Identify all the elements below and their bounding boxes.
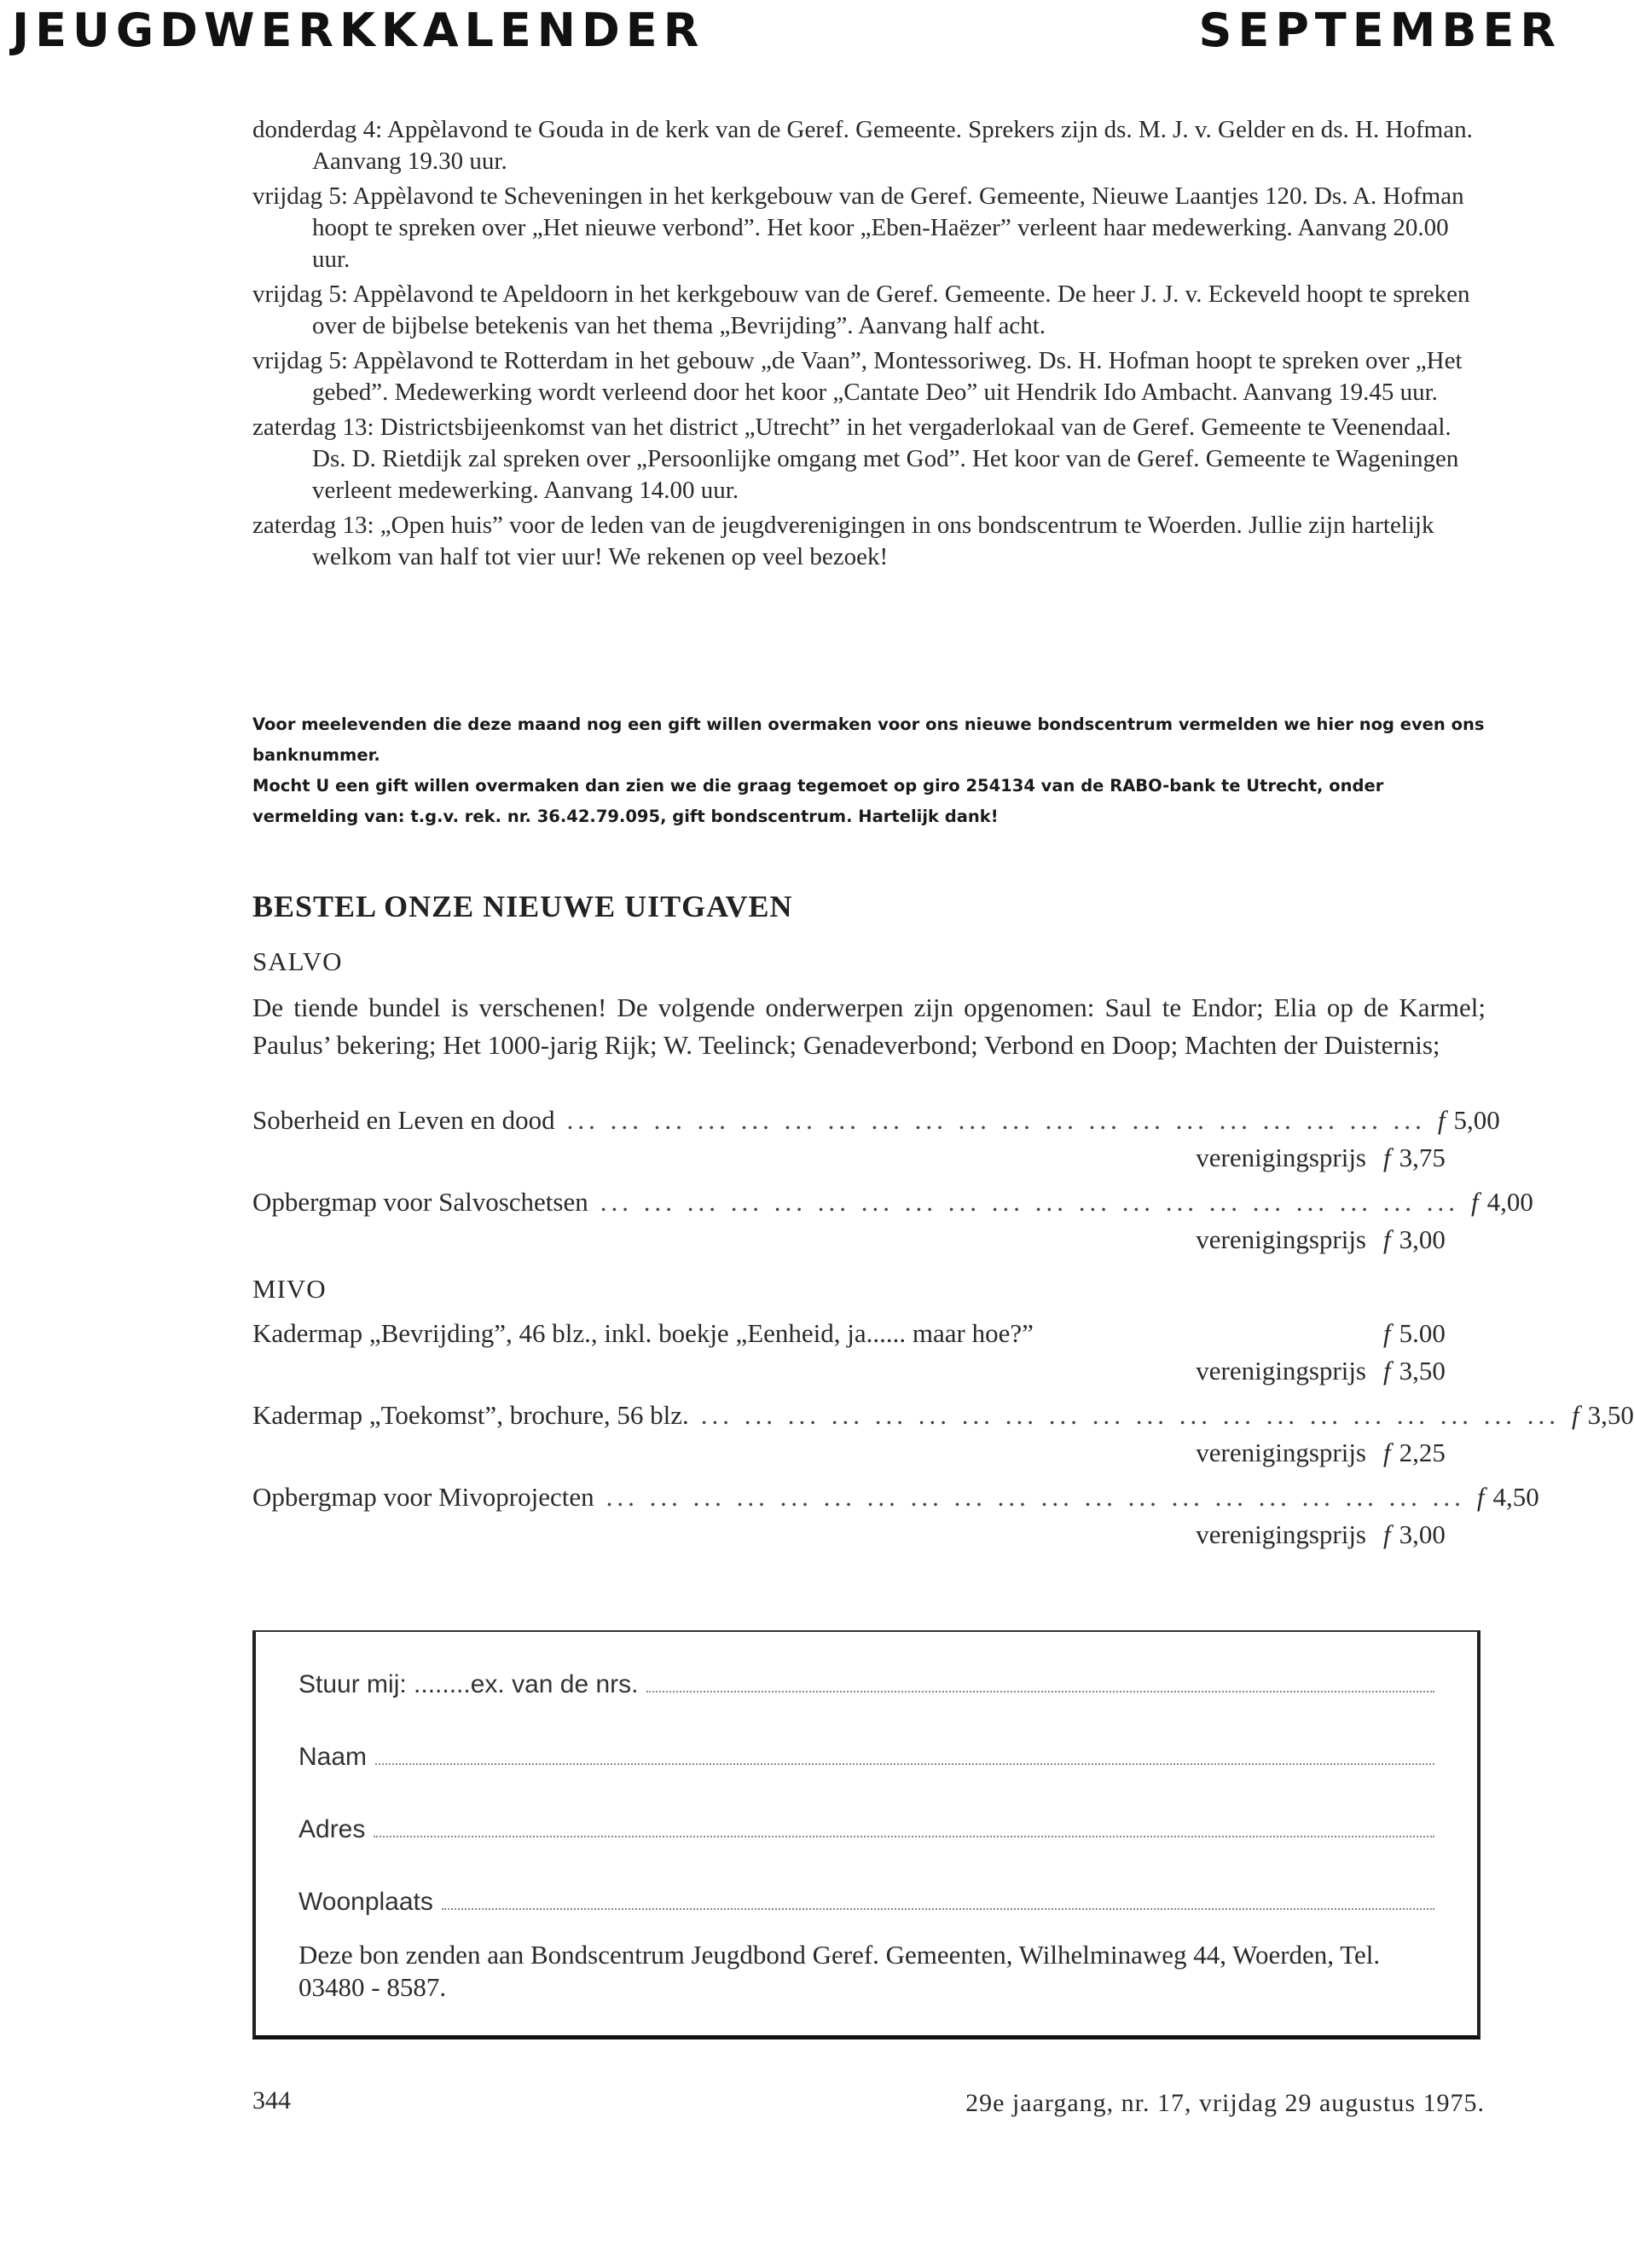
currency-symbol: f: [1383, 1224, 1391, 1254]
leader-dots: ... ... ... ... ... ... ... ... ... ... ... ... ... ... ... ... ... ... ... ...: [606, 1482, 1465, 1512]
price-value: 3,50: [1587, 1400, 1634, 1430]
name-field[interactable]: [298, 1743, 1434, 1772]
product-title: Soberheid en Leven en dood: [252, 1105, 555, 1135]
mivo-label: MIVO: [252, 1274, 327, 1304]
order-form: [252, 1630, 1480, 2039]
send-to-address: Deze bon zenden aan Bondscentrum Jeugdbond Geref. Gemeenten, Wilhelminaweg 44, Woerden, Tel. 03480 - 8587.: [298, 1940, 1381, 2002]
leader-dots: ... ... ... ... ... ... ... ... ... ... ... ... ... ... ... ... ... ... ... ...: [600, 1187, 1459, 1217]
currency-symbol: f: [1383, 1356, 1391, 1386]
currency-symbol: f: [1383, 1143, 1391, 1172]
product-item: [252, 1400, 1634, 1475]
product-price: [1471, 1187, 1533, 1218]
currency-symbol: f: [1437, 1105, 1446, 1135]
event-day: zaterdag 13:: [252, 414, 374, 441]
price-value: 3,75: [1399, 1143, 1446, 1172]
event-item: [252, 412, 1486, 506]
member-price-label: verenigingsprijs: [1196, 1519, 1366, 1549]
field-line: [646, 1690, 1434, 1692]
leader-dots: ... ... ... ... ... ... ... ... ... ... ... ... ... ... ... ... ... ... ... ...: [566, 1105, 1426, 1135]
price-value: 3,50: [1399, 1356, 1446, 1386]
currency-symbol: f: [1476, 1482, 1485, 1512]
event-text: Appèlavond te Gouda in de kerk van de Geref. Gemeente. Sprekers zijn ds. M. J. v. Gelder en ds. H. Hofman. Aanvang 19.30 uur.: [312, 116, 1473, 175]
product-title: Kadermap „Bevrijding”, 46 blz., inkl. boekje „Eenheid, ja...... maar hoe?”: [252, 1318, 1034, 1348]
banner-title-right: SEPTEMBER: [1198, 3, 1562, 57]
event-item: [252, 279, 1486, 342]
product-price: [1438, 1105, 1500, 1136]
event-text: Appèlavond te Scheveningen in het kerkgebouw van de Geref. Gemeente, Nieuwe Laantjes 120. Ds. A. Hofman hoopt te spreken over „Het nieuwe verbond”. Het koor „Eben-Haëzer” verleent haar medewerking. Aanvang 20.00 uur.: [312, 182, 1464, 273]
event-text: „Open huis” voor de leden van de jeugdverenigingen in ons bondscentrum te Woerden. Jullie zijn hartelijk welkom van half tot vier uur! We rekenen op veel bezoek!: [312, 512, 1434, 570]
city-field[interactable]: [298, 1888, 1434, 1917]
event-item: [252, 114, 1486, 177]
city-label: Woonplaats: [298, 1888, 433, 1916]
member-price-label: verenigingsprijs: [1196, 1143, 1366, 1172]
product-title: Opbergmap voor Salvoschetsen: [252, 1187, 588, 1217]
price-value: 5,00: [1453, 1105, 1500, 1135]
salvo-intro: De tiende bundel is verschenen! De volgende onderwerpen zijn opgenomen: Saul te Endor; Elia op de Karmel; Paulus’ bekering; Het 1000-jarig Rijk; W. Teelinck; Genadeverbond; Verbond en Doop; Machten der Duisternis;: [252, 992, 1486, 1060]
price-value: 4,50: [1492, 1482, 1539, 1512]
currency-symbol: f: [1383, 1519, 1391, 1549]
donation-notice: [252, 709, 1486, 832]
event-day: vrijdag 5:: [252, 281, 348, 308]
address-field[interactable]: [298, 1815, 1434, 1844]
member-price-label: verenigingsprijs: [1196, 1224, 1366, 1254]
field-line: [375, 1762, 1434, 1765]
event-item: [252, 345, 1486, 408]
order-heading: BESTEL ONZE NIEUWE UITGAVEN: [252, 889, 793, 923]
product-item: [252, 1187, 1533, 1262]
page-number: 344: [252, 2086, 291, 2115]
event-day: vrijdag 5:: [252, 182, 348, 210]
event-item: [252, 181, 1486, 275]
price-value: 4,00: [1486, 1187, 1533, 1217]
field-line: [442, 1907, 1434, 1910]
leader-dots: ... ... ... ... ... ... ... ... ... ... ... ... ... ... ... ... ... ... ... ...: [700, 1400, 1560, 1430]
banner-title-left: JEUGDWERKKALENDER: [12, 3, 705, 57]
member-price-label: verenigingsprijs: [1196, 1438, 1366, 1467]
product-item: [252, 1318, 1486, 1393]
member-price: [1383, 1143, 1486, 1173]
product-price: [1572, 1400, 1634, 1431]
member-price: [1383, 1519, 1486, 1550]
product-title: Opbergmap voor Mivoprojecten: [252, 1482, 594, 1512]
issue-info: 29e jaargang, nr. 17, vrijdag 29 augustus 1975.: [965, 2089, 1485, 2117]
event-item: [252, 510, 1486, 573]
page-banner: [0, 0, 1573, 60]
product-title: Kadermap „Toekomst”, brochure, 56 blz.: [252, 1400, 689, 1430]
product-price: [1477, 1482, 1539, 1513]
currency-symbol: f: [1383, 1438, 1391, 1467]
event-text: Districtsbijeenkomst van het district „Utrecht” in het vergaderlokaal van de Geref. Gemeente te Veenendaal. Ds. D. Rietdijk zal spreken over „Persoonlijke omgang met God”. Het koor van de Geref. Gemeente te Wageningen verleent medewerking. Aanvang 14.00 uur.: [312, 414, 1459, 504]
event-day: zaterdag 13:: [252, 512, 374, 539]
send-me-label: Stuur mij: ........ex. van de nrs.: [298, 1670, 639, 1698]
event-text: Appèlavond te Apeldoorn in het kerkgebouw van de Geref. Gemeente. De heer J. J. v. Eckeveld hoopt te spreken over de bijbelse betekenis van het thema „Bevrijding”. Aanvang half acht.: [312, 281, 1470, 339]
event-text: Appèlavond te Rotterdam in het gebouw „de Vaan”, Montessoriweg. Ds. H. Hofman hoopt te spreken over „Het gebed”. Medewerking wordt verleend door het koor „Cantate Deo” uit Hendrik Ido Ambacht. Aanvang 19.45 uur.: [312, 347, 1463, 406]
member-price: [1383, 1356, 1486, 1386]
notice-line-1: Voor meelevenden die deze maand nog een gift willen overmaken voor ons nieuwe bondscentrum vermelden we hier nog even ons banknummer.: [252, 715, 1485, 765]
address-label: Adres: [298, 1815, 366, 1843]
member-price: [1383, 1224, 1486, 1255]
send-me-field[interactable]: [298, 1670, 1434, 1699]
product-price: [1383, 1318, 1486, 1349]
name-label: Naam: [298, 1743, 368, 1771]
price-value: 3,00: [1399, 1519, 1446, 1549]
field-line: [374, 1835, 1434, 1837]
event-day: vrijdag 5:: [252, 347, 348, 374]
price-value: 2,25: [1399, 1438, 1446, 1467]
salvo-label: SALVO: [252, 946, 343, 976]
currency-symbol: f: [1571, 1400, 1579, 1430]
currency-symbol: f: [1471, 1187, 1479, 1217]
notice-line-2: Mocht U een gift willen overmaken dan zien we die graag tegemoet op giro 254134 van de RABO-bank te Utrecht, onder vermelding van: t.g.v. rek. nr. 36.42.79.095, gift bondscentrum. Hartelijk dank!: [252, 776, 1384, 826]
event-day: donderdag 4:: [252, 116, 383, 143]
price-value: 5.00: [1399, 1318, 1446, 1348]
product-item: [252, 1105, 1500, 1180]
currency-symbol: f: [1383, 1318, 1391, 1348]
member-price: [1383, 1438, 1486, 1468]
product-item: [252, 1482, 1539, 1557]
member-price-label: verenigingsprijs: [1196, 1356, 1366, 1386]
price-value: 3,00: [1399, 1224, 1446, 1254]
event-list: [252, 114, 1486, 576]
